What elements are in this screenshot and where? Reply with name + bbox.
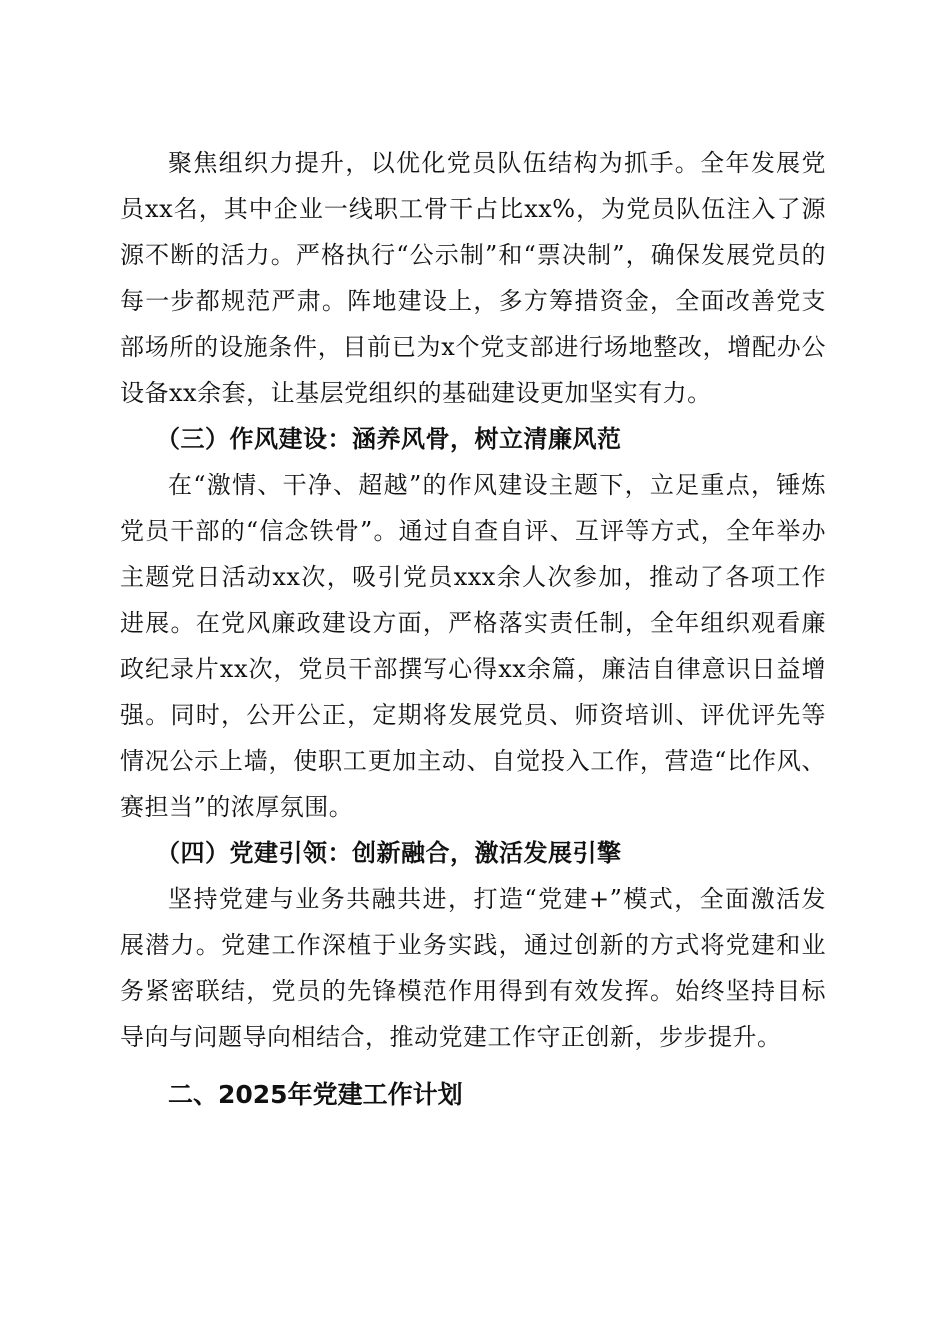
paragraph-work-style: 在“激情、干净、超越”的作风建设主题下，立足重点，锤炼党员干部的“信念铁骨”。通过自查自评、互评等方式，全年举办主题党日活动xx次，吸引党员xxx余人次参加，推动了各项工作进展。在党风廉政建设方面，严格落实责任制，全年组织观看廉政纪录片xx次，党员干部撰写心得xx余篇，廉洁自律意识日益增强。同时，公开公正，定期将发展党员、师资培训、评优评先等情况公示上墙，使职工更加主动、自觉投入工作，营造“比作风、赛担当”的浓厚氛围。 xyxy=(120,471,826,821)
document-body xyxy=(120,140,826,1122)
paragraph-party-leadership: 坚持党建与业务共融共进，打造“党建+”模式，全面激活发展潜力。党建工作深植于业务实践，通过创新的方式将党建和业务紧密联结，党员的先锋模范作用得到有效发挥。始终坚持目标导向与问题导向相结合，推动党建工作守正创新，步步提升。 xyxy=(120,885,826,1051)
paragraph-organization-building: 聚焦组织力提升，以优化党员队伍结构为抓手。全年发展党员xx名，其中企业一线职工骨干占比xx%，为党员队伍注入了源源不断的活力。严格执行“公示制”和“票决制”，确保发展党员的每一步都规范严肃。阵地建设上，多方筹措资金，全面改善党支部场所的设施条件，目前已为x个党支部进行场地整改，增配办公设备xx余套，让基层党组织的基础建设更加坚实有力。 xyxy=(120,149,826,407)
section-heading-2025-plan: 二、2025年党建工作计划 xyxy=(168,1080,463,1109)
subheading-work-style: （三）作风建设：涵养风骨，树立清廉风范 xyxy=(156,424,622,453)
subheading-party-leadership: （四）党建引领：创新融合，激活发展引擎 xyxy=(156,838,622,867)
